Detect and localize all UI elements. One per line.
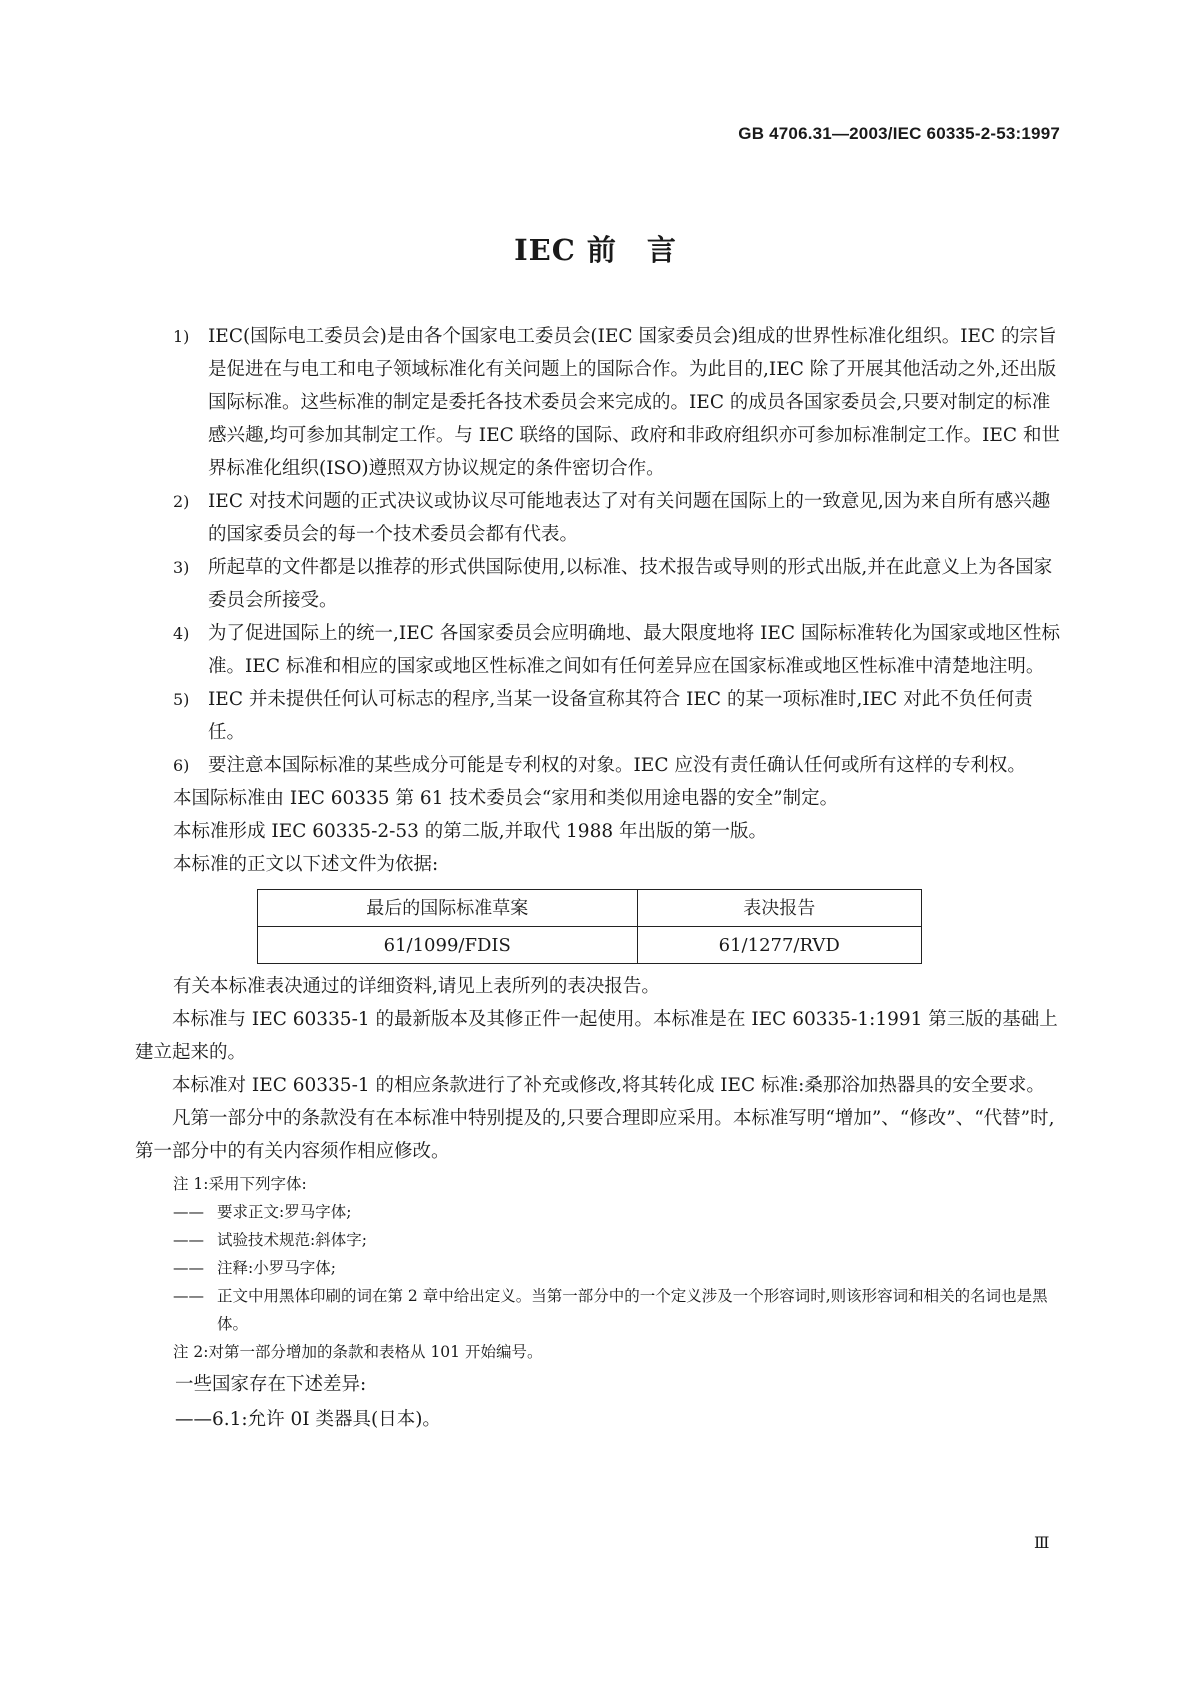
differences-item [135,1403,1060,1436]
item-text: 为了促进国际上的统一,IEC 各国家委员会应明确地、最大限度地将 IEC 国际标准转化为国家或地区性标准。IEC 标准和相应的国家或地区性标准之间如有任何差异应在国家标准或地区性标准中清楚地注明。 [208,623,1060,677]
notes-block [135,1170,1060,1366]
item-text: IEC 并未提供任何认可标志的程序,当某一设备宣称其符合 IEC 的某一项标准时,IEC 对此不负任何责任。 [208,689,1033,743]
paragraph-basis: 本标准的正文以下述文件为依据: [173,854,439,875]
item-number: 6) [173,756,190,775]
item-text: 所起草的文件都是以推荐的形式供国际使用,以标准、技术报告或导则的形式出版,并在此意义上为各国家委员会所接受。 [208,557,1053,611]
dash-mark: —— [173,1203,204,1221]
item-text: 要注意本国际标准的某些成分可能是专利权的对象。IEC 应没有责任确认任何或所有这样的专利权。 [208,755,1026,776]
note1-line-text: 试验技术规范:斜体字; [217,1231,367,1249]
item-number: 2) [173,492,190,511]
paragraph-edition: 本标准形成 IEC 60335-2-53 的第二版,并取代 1988 年出版的第一版。 [173,821,767,842]
dash-mark: —— [173,1231,204,1249]
table-header-rvd: 表决报告 [637,890,922,927]
item-text: IEC 对技术问题的正式决议或协议尽可能地表达了对有关问题在国际上的一致意见,因为来自所有感兴趣的国家委员会的每一个技术委员会都有代表。 [208,491,1051,545]
page-number: Ⅲ [1034,1533,1050,1552]
list-item [135,551,1060,617]
document-body [135,320,1060,1436]
page-title: IEC 前 言 [514,233,677,267]
list-item [135,485,1060,551]
item-number: 1) [173,327,190,346]
note1-title: 注 1:采用下列字体: [173,1175,307,1193]
differences-item-text: 6.1:允许 0I 类器具(日本)。 [212,1409,441,1430]
note1-line-text: 要求正文:罗马字体; [217,1203,352,1221]
item-text: IEC(国际电工委员会)是由各个国家电工委员会(IEC 国家委员会)组成的世界性标准化组织。IEC 的宗旨是促进在与电工和电子领域标准化有关问题上的国际合作。为此目的,IEC 除了开展其他活动之外,还出版国际标准。这些标准的制定是委托各技术委员会来完成的。IEC 的成员各国家委员会,只要对制定的标准感兴趣,均可参加其制定工作。与 IEC 联络的国际、政府和非政府组织亦可参加标准制定工作。IEC 和世界标准化组织(ISO)遵照双方协议规定的条件密切合作。 [208,326,1060,479]
item-number: 5) [173,690,190,709]
paragraph-vote-details: 有关本标准表决通过的详细资料,请见上表所列的表决报告。 [173,976,660,997]
note2: 注 2:对第一部分增加的条款和表格从 101 开始编号。 [173,1343,543,1361]
note1-line [135,1254,1060,1282]
table-cell-fdis: 61/1099/FDIS [258,927,638,964]
list-item [135,617,1060,683]
dash-mark: —— [175,1409,212,1430]
note1-line [135,1226,1060,1254]
paragraph-supplement: 本标准对 IEC 60335-1 的相应条款进行了补充或修改,将其转化成 IEC 标准:桑那浴加热器具的安全要求。 [172,1075,1045,1096]
table-cell-rvd: 61/1277/RVD [637,927,922,964]
note1-line-text: 注释:小罗马字体; [217,1259,336,1277]
dash-mark: —— [173,1287,204,1305]
note1-line [135,1198,1060,1226]
table-header-fdis: 最后的国际标准草案 [258,890,638,927]
differences-intro: 一些国家存在下述差异: [175,1374,367,1395]
list-item [135,749,1060,782]
paragraph-application: 凡第一部分中的条款没有在本标准中特别提及的,只要合理即应采用。本标准写明“增加”、“修改”、“代替”时,第一部分中的有关内容须作相应修改。 [135,1108,1055,1162]
dash-mark: —— [173,1259,204,1277]
standard-code: GB 4706.31—2003/IEC 60335-2-53:1997 [738,124,1060,143]
paragraph-committee: 本国际标准由 IEC 60335 第 61 技术委员会“家用和类似用途电器的安全”制定。 [173,788,839,809]
item-number: 3) [173,558,190,577]
item-number: 4) [173,624,190,643]
list-item [135,683,1060,749]
paragraph-usage: 本标准与 IEC 60335-1 的最新版本及其修正件一起使用。本标准是在 IEC 60335-1:1991 第三版的基础上建立起来的。 [135,1009,1058,1063]
list-item [135,320,1060,485]
note1-line [135,1282,1060,1338]
note1-line-text: 正文中用黑体印刷的词在第 2 章中给出定义。当第一部分中的一个定义涉及一个形容词时,则该形容词和相关的名词也是黑体。 [217,1287,1048,1333]
vote-table [257,889,922,964]
